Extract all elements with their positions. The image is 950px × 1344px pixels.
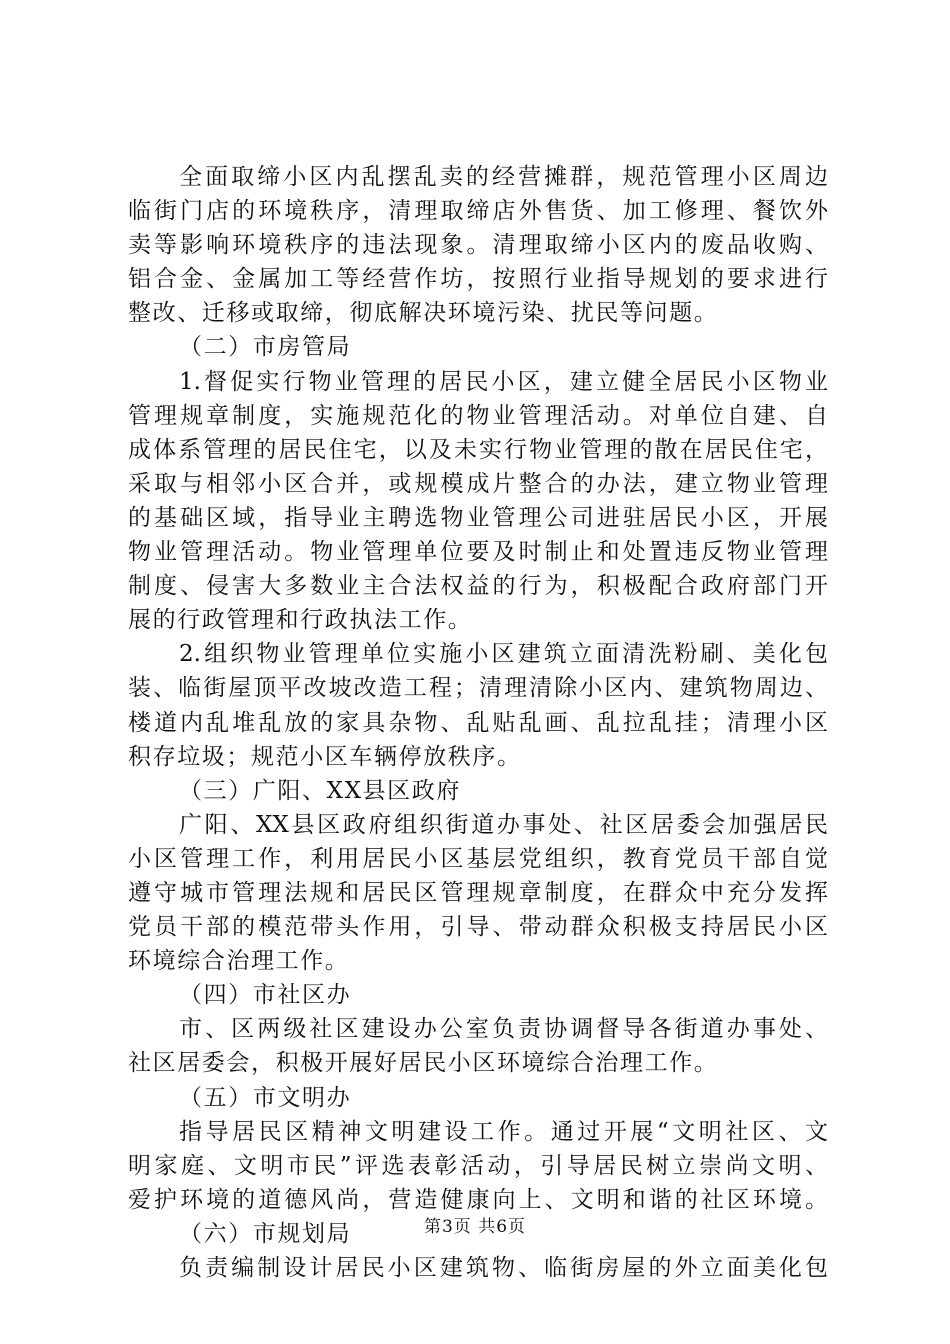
page-footer [0, 1216, 950, 1238]
text-line: 制度、侵害大多数业主合法权益的行为，积极配合政府部门开 [128, 573, 828, 600]
text-line: 的基础区域，指导业主聘选物业管理公司进驻居民小区，开展 [128, 504, 828, 531]
text-line: 采取与相邻小区合并，或规模成片整合的办法，建立物业管理 [128, 470, 828, 497]
text-line: 全面取缔小区内乱摆乱卖的经营摊群，规范管理小区周边 [179, 164, 828, 190]
text-line: （五）市文明办 [179, 1084, 352, 1111]
text-line: 广阳、XX县区政府组织街道办事处、社区居委会加强居民 [179, 811, 828, 838]
text-line: 楼道内乱堆乱放的家具杂物、乱贴乱画、乱拉乱挂；清理小区 [128, 709, 828, 736]
text-line: 1.督促实行物业管理的居民小区，建立健全居民小区物业 [179, 368, 828, 395]
text-line: （三）广阳、XX县区政府 [179, 777, 461, 804]
text-line: 临街门店的环境秩序，清理取缔店外售货、加工修理、餐饮外 [128, 198, 828, 225]
text-line: 党员干部的模范带头作用，引导、带动群众积极支持居民小区 [128, 914, 828, 941]
text-line: 负责编制设计居民小区建筑物、临街房屋的外立面美化包 [179, 1255, 828, 1281]
text-line: 遵守城市管理法规和居民区管理规章制度，在群众中充分发挥 [128, 879, 828, 906]
text-line: 展的行政管理和行政执法工作。 [128, 607, 473, 634]
text-line: 明家庭、文明市民”评选表彰活动，引导居民树立崇尚文明、 [128, 1152, 828, 1179]
text-line: 成体系管理的居民住宅，以及未实行物业管理的散在居民住宅， [128, 436, 828, 463]
text-line: （四）市社区办 [179, 982, 352, 1009]
text-line: 指导居民区精神文明建设工作。通过开展“文明社区、文 [179, 1118, 828, 1145]
text-line: 环境综合治理工作。 [128, 948, 350, 975]
text-line: 管理规章制度，实施规范化的物业管理活动。对单位自建、自 [128, 402, 828, 429]
text-line: 铝合金、金属加工等经营作坊，按照行业指导规划的要求进行 [128, 266, 828, 293]
text-line: 物业管理活动。物业管理单位要及时制止和处置违反物业管理 [128, 539, 828, 566]
text-line: 2.组织物业管理单位实施小区建筑立面清洗粉刷、美化包 [179, 641, 828, 668]
text-line: 市、区两级社区建设办公室负责协调督导各街道办事处、 [179, 1016, 828, 1043]
document-body [128, 160, 828, 1285]
text-line: 整改、迁移或取缔，彻底解决环境污染、扰民等问题。 [128, 300, 719, 327]
text-line: 积存垃圾；规范小区车辆停放秩序。 [128, 743, 522, 770]
text-line: （二）市房管局 [179, 334, 352, 361]
text-line: 社区居委会，积极开展好居民小区环境综合治理工作。 [128, 1050, 719, 1077]
text-line: 爱护环境的道德风尚，营造健康向上、文明和谐的社区环境。 [128, 1186, 828, 1213]
text-line: （六）市规划局 [179, 1220, 352, 1247]
text-line: 装、临街屋顶平改坡改造工程；清理清除小区内、建筑物周边、 [128, 675, 828, 702]
page-number-label: 第3页 共6页 [423, 1217, 527, 1237]
text-line: 卖等影响环境秩序的违法现象。清理取缔小区内的废品收购、 [128, 232, 828, 259]
text-line: 小区管理工作，利用居民小区基层党组织，教育党员干部自觉 [128, 845, 828, 872]
